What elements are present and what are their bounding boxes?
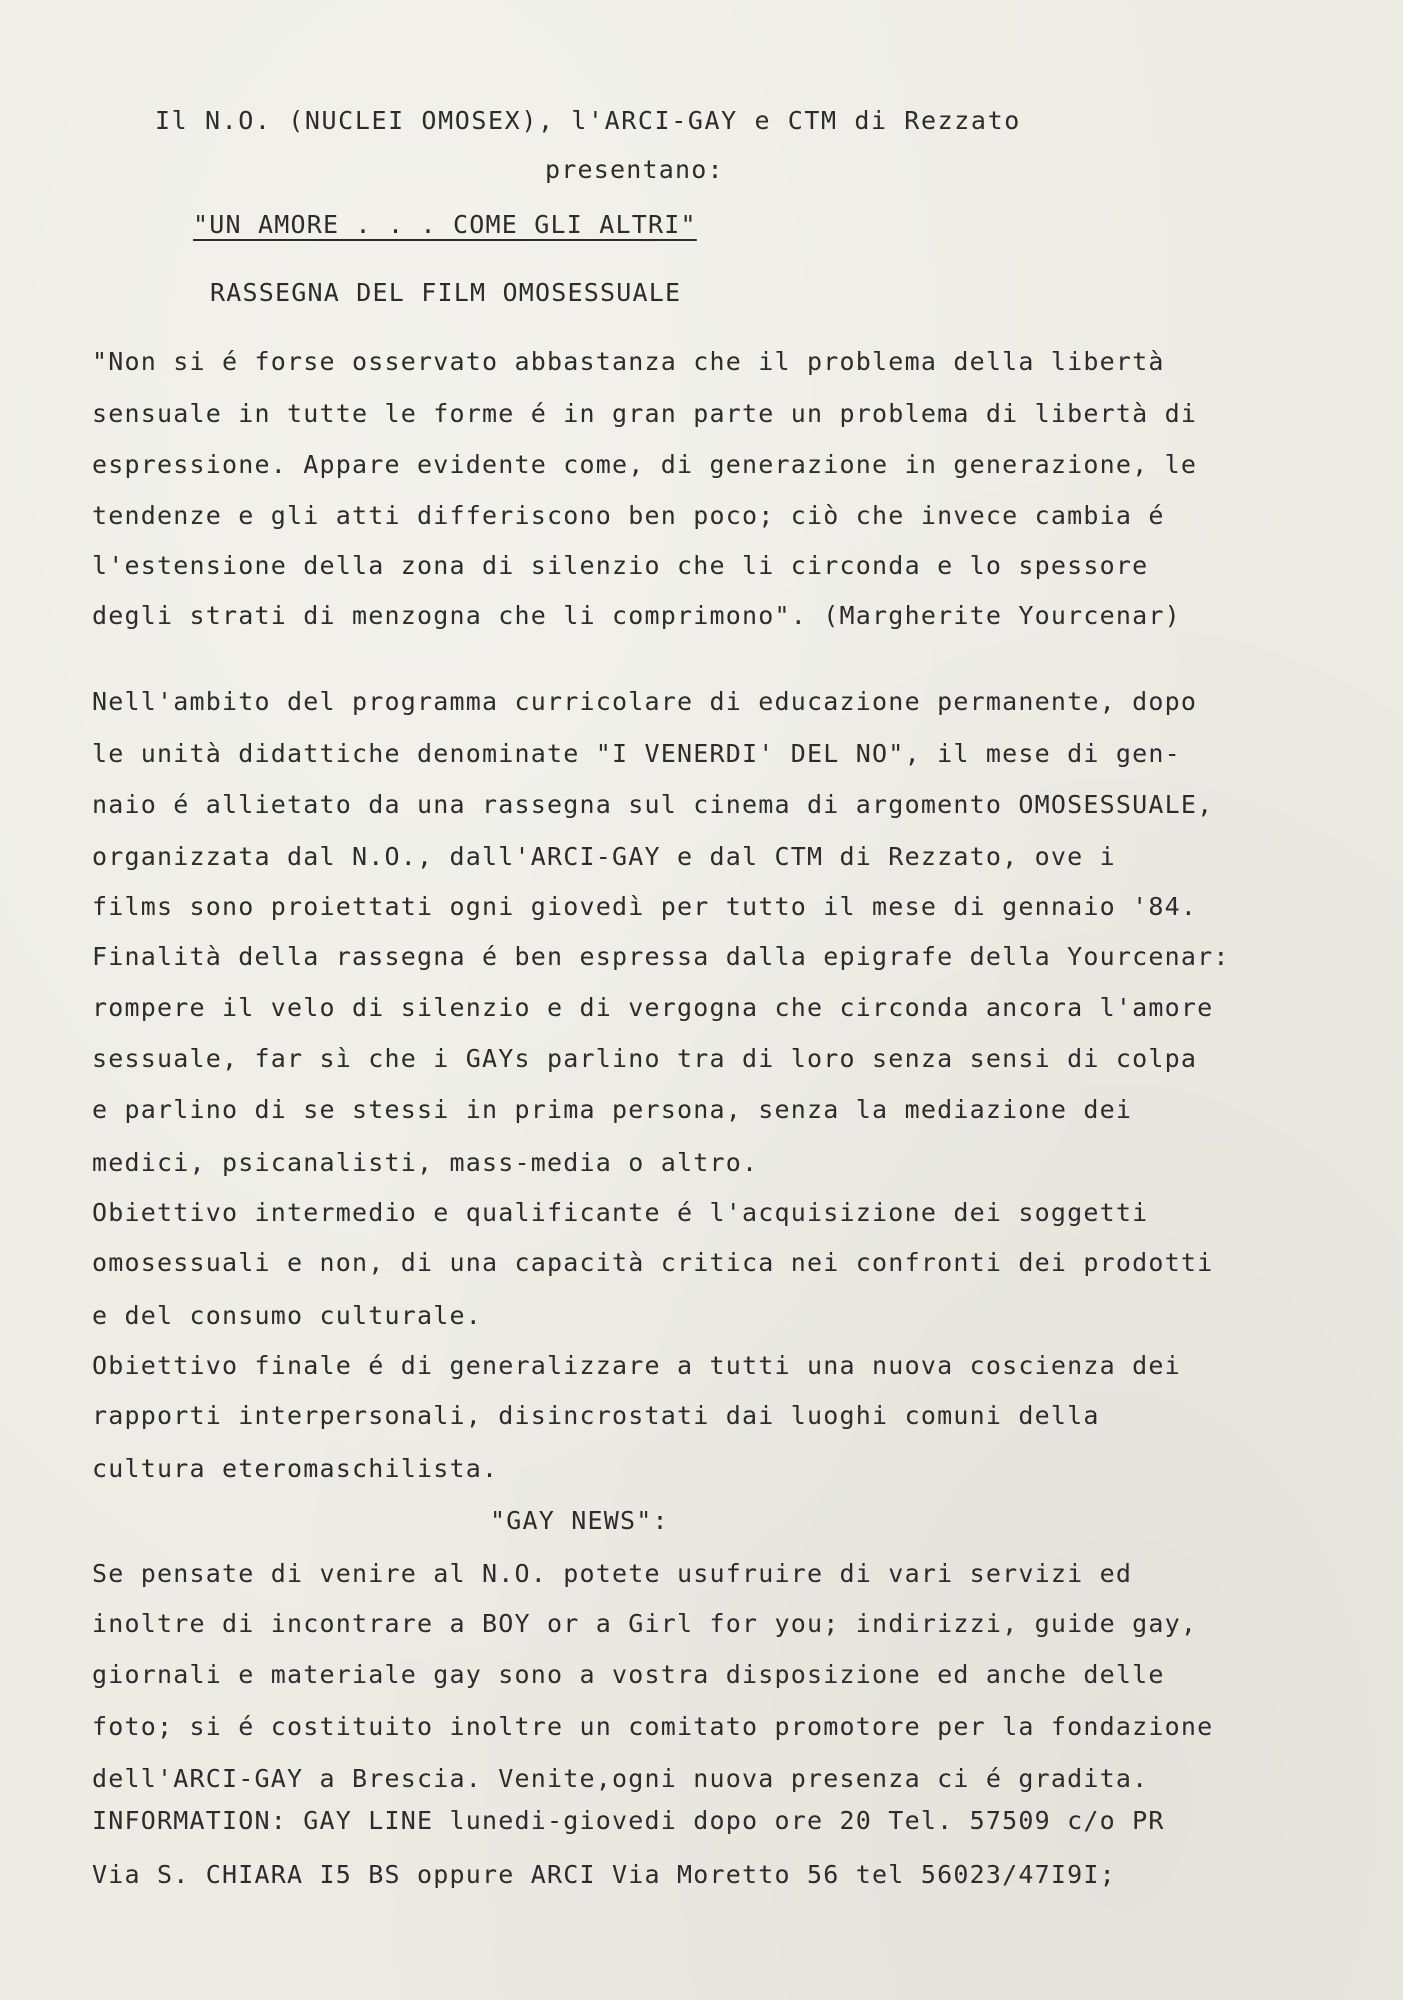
quote-line: l'estensione della zona di silenzio che li circonda e lo spessore bbox=[92, 551, 1149, 580]
gay-news-line: dell'ARCI-GAY a Brescia. Venite,ogni nuova presenza ci é gradita. bbox=[92, 1764, 1149, 1793]
body-line: films sono proiettati ogni giovedì per tutto il mese di gennaio '84. bbox=[92, 892, 1198, 921]
body-line: sessuale, far sì che i GAYs parlino tra di loro senza sensi di colpa bbox=[92, 1044, 1198, 1073]
body-line: Obiettivo intermedio e qualificante é l'acquisizione dei soggetti bbox=[92, 1198, 1149, 1227]
body-line: naio é allietato da una rassegna sul cinema di argomento OMOSESSUALE, bbox=[92, 790, 1214, 819]
presenters-line: Il N.O. (NUCLEI OMOSEX), l'ARCI-GAY e CTM di Rezzato bbox=[155, 106, 1021, 135]
gay-news-line: foto; si é costituito inoltre un comitato promotore per la fondazione bbox=[92, 1712, 1214, 1741]
contact-info-line: INFORMATION: GAY LINE lunedi-giovedi dopo ore 20 Tel. 57509 c/o PR bbox=[92, 1806, 1165, 1835]
contact-info-line: Via S. CHIARA I5 BS oppure ARCI Via Moretto 56 tel 56023/47I9I; bbox=[92, 1860, 1116, 1889]
body-line: e parlino di se stessi in prima persona, senza la mediazione dei bbox=[92, 1095, 1133, 1124]
quote-line: "Non si é forse osservato abbastanza che il problema della libertà bbox=[92, 347, 1165, 376]
body-line: cultura eteromaschilista. bbox=[92, 1454, 499, 1483]
body-line: Nell'ambito del programma curricolare di educazione permanente, dopo bbox=[92, 687, 1198, 716]
event-title: "UN AMORE . . . COME GLI ALTRI" bbox=[193, 210, 697, 239]
body-line: organizzata dal N.O., dall'ARCI-GAY e dal CTM di Rezzato, ove i bbox=[92, 842, 1116, 871]
gay-news-heading: "GAY NEWS": bbox=[490, 1506, 669, 1535]
quote-line: espressione. Appare evidente come, di generazione in generazione, le bbox=[92, 450, 1198, 479]
quote-line: sensuale in tutte le forme é in gran parte un problema di libertà di bbox=[92, 399, 1198, 428]
presentano-label: presentano: bbox=[545, 155, 724, 184]
body-line: Obiettivo finale é di generalizzare a tutti una nuova coscienza dei bbox=[92, 1351, 1181, 1380]
body-line: le unità didattiche denominate "I VENERDI' DEL NO", il mese di gen- bbox=[92, 739, 1181, 768]
body-line: e del consumo culturale. bbox=[92, 1301, 483, 1330]
quote-attribution-line: degli strati di menzogna che li comprimono". (Margherite Yourcenar) bbox=[92, 601, 1181, 630]
body-line: medici, psicanalisti, mass-media o altro. bbox=[92, 1148, 759, 1177]
gay-news-line: Se pensate di venire al N.O. potete usufruire di vari servizi ed bbox=[92, 1559, 1133, 1588]
body-line: Finalità della rassegna é ben espressa dalla epigrafe della Yourcenar: bbox=[92, 942, 1230, 971]
quote-line: tendenze e gli atti differiscono ben poco; ciò che invece cambia é bbox=[92, 501, 1165, 530]
body-line: omosessuali e non, di una capacità critica nei confronti dei prodotti bbox=[92, 1248, 1214, 1277]
body-line: rapporti interpersonali, disincrostati dai luoghi comuni della bbox=[92, 1401, 1100, 1430]
gay-news-line: giornali e materiale gay sono a vostra disposizione ed anche delle bbox=[92, 1660, 1165, 1689]
body-line: rompere il velo di silenzio e di vergogna che circonda ancora l'amore bbox=[92, 993, 1214, 1022]
gay-news-line: inoltre di incontrare a BOY or a Girl for you; indirizzi, guide gay, bbox=[92, 1609, 1198, 1638]
event-subtitle: RASSEGNA DEL FILM OMOSESSUALE bbox=[210, 278, 682, 307]
